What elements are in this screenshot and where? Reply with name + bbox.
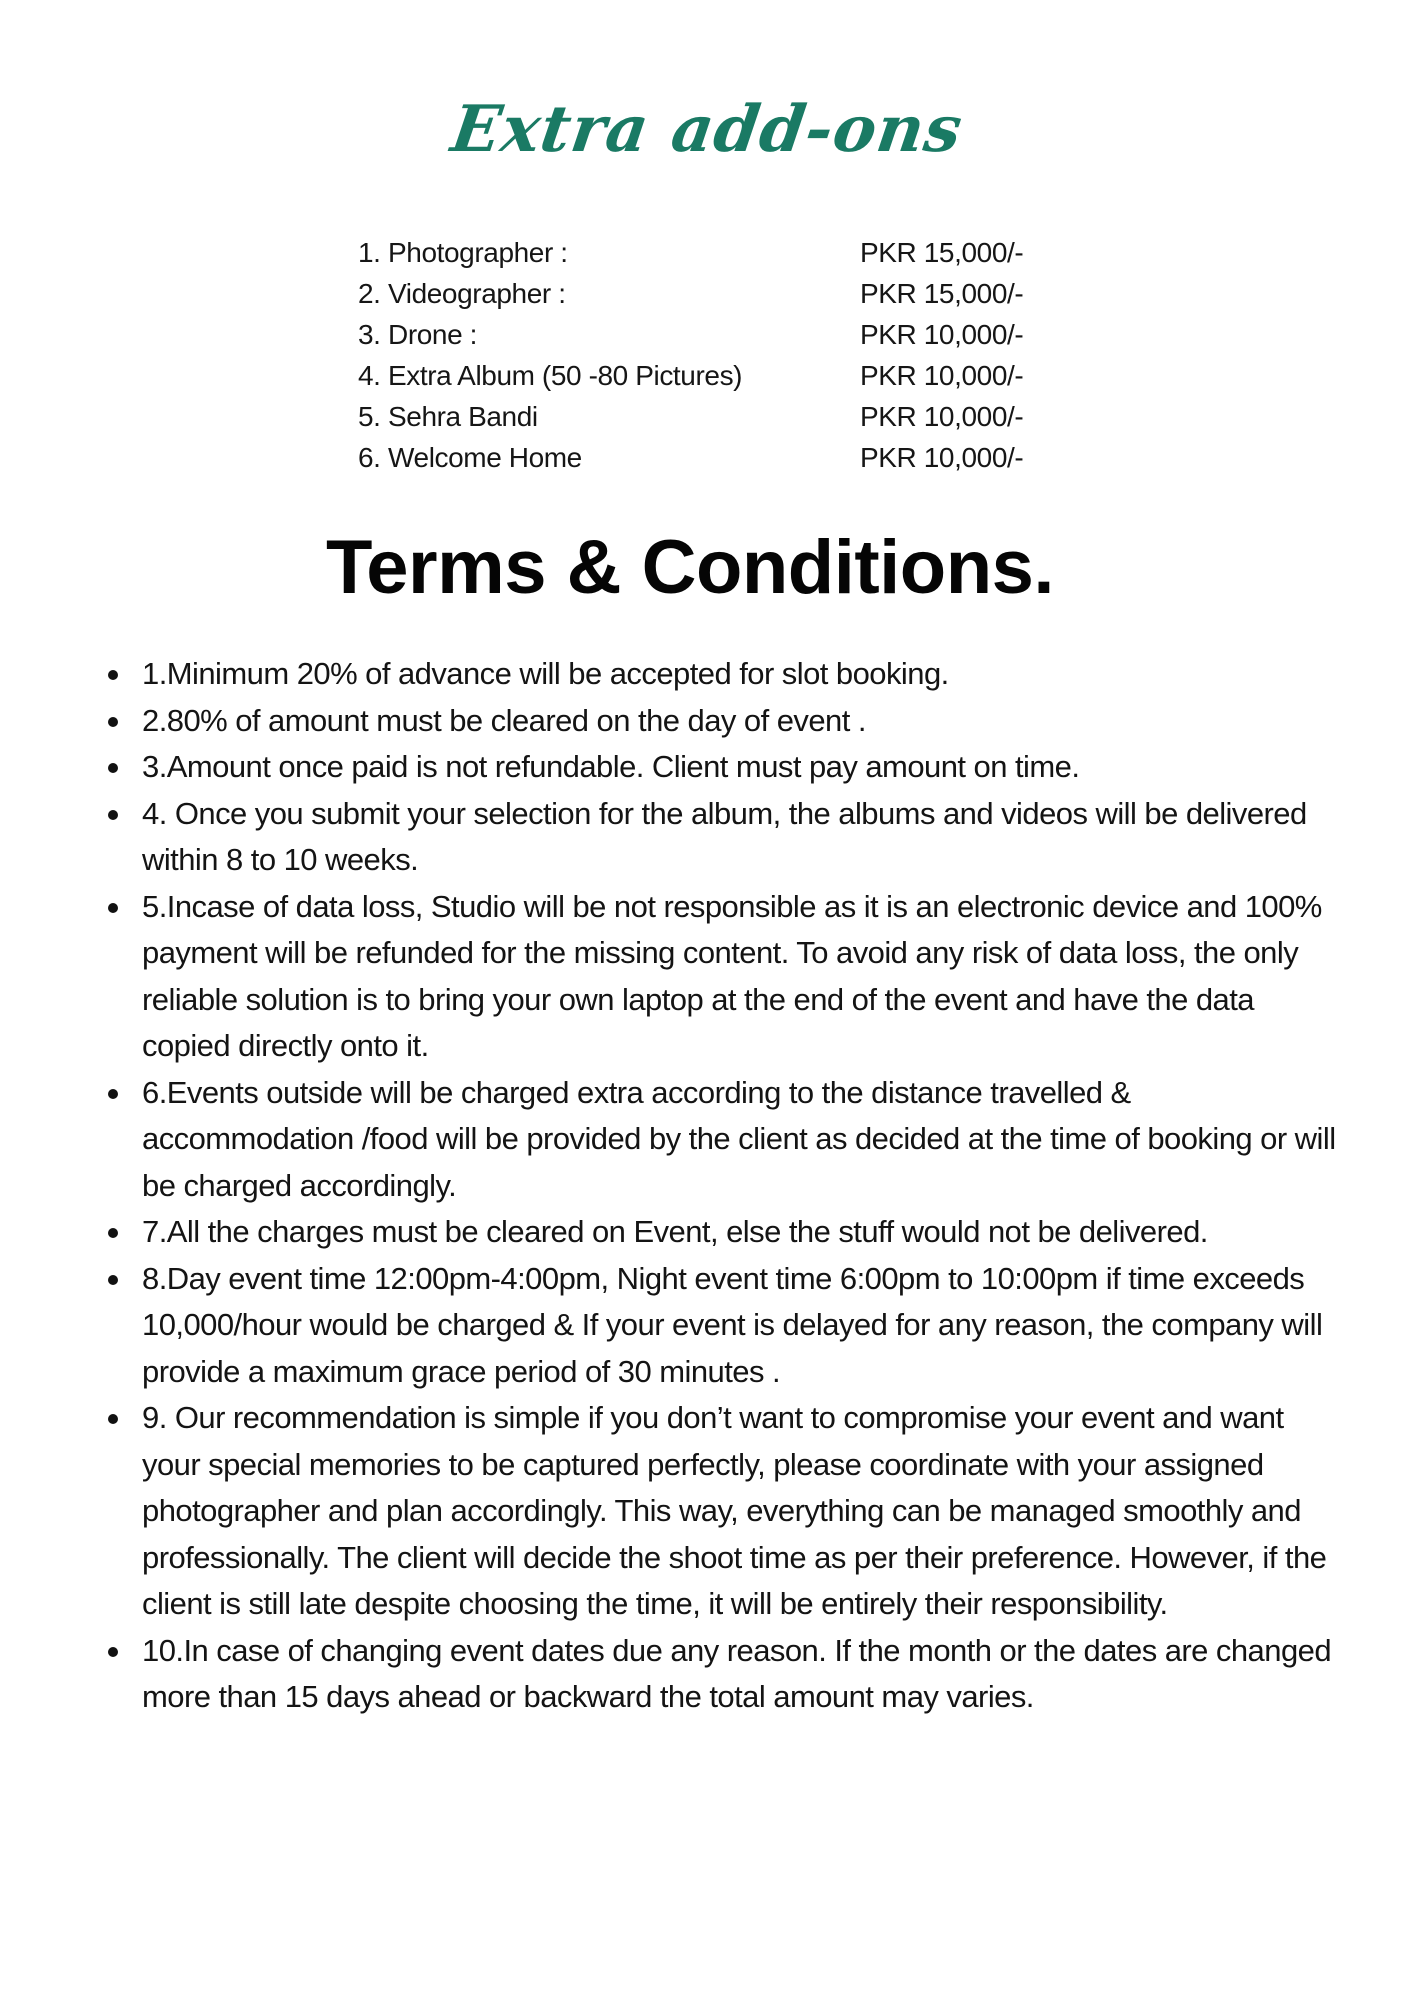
bullet-icon [108, 1275, 118, 1285]
addon-name: Sehra Bandi [388, 400, 538, 432]
terms-item-text: 3.Amount once paid is not refundable. Client must pay amount on time. [142, 749, 1080, 784]
bullet-icon [108, 810, 118, 820]
addon-price: PKR 10,000/- [860, 359, 1024, 391]
terms-item [108, 651, 1348, 698]
addon-price: PKR 15,000/- [860, 277, 1024, 309]
terms-item [108, 1628, 1348, 1721]
terms-item-text: 7.All the charges must be cleared on Event, else the stuff would not be delivered. [142, 1214, 1208, 1249]
bullet-icon [108, 1089, 118, 1099]
addon-name: Drone : [388, 318, 478, 350]
addon-price: PKR 15,000/- [860, 236, 1024, 268]
terms-item [108, 744, 1348, 791]
terms-item [108, 791, 1348, 884]
terms-item-text: 5.Incase of data loss, Studio will be not responsible as it is an electronic device and 100% payment will be refunded for the missing content. To avoid any risk of data loss, the only reliable solution is to bring your own laptop at the end of the event and have the data copied directly onto it. [142, 888, 1322, 1063]
addon-number: 5. [358, 400, 381, 432]
terms-item [108, 1209, 1348, 1256]
terms-item-text: 6.Events outside will be charged extra according to the distance travelled & accommodation /food will be provided by the client as decided at the time of booking or will be charged accordingly. [142, 1074, 1336, 1203]
addon-number: 3. [358, 318, 381, 350]
terms-item-text: 4. Once you submit your selection for the album, the albums and videos will be delivered within 8 to 10 weeks. [142, 795, 1307, 877]
terms-heading: Terms & Conditions. [325, 525, 1054, 610]
addon-item [358, 355, 1078, 396]
terms-item-text: 2.80% of amount must be cleared on the day of event . [142, 702, 866, 738]
bullet-icon [108, 903, 118, 913]
addons-list [358, 232, 1078, 478]
addon-name: Extra Album (50 -80 Pictures) [388, 359, 743, 391]
addon-name: Videographer : [388, 277, 566, 309]
addon-name: Welcome Home [388, 441, 582, 473]
addon-name: Photographer : [388, 236, 568, 268]
addon-item [358, 314, 1078, 355]
bullet-icon [108, 763, 118, 773]
addon-item [358, 437, 1078, 478]
addon-number: 1. [358, 236, 381, 268]
terms-item [108, 698, 1348, 745]
terms-item-text: 10.In case of changing event dates due any reason. If the month or the dates are changed more than 15 days ahead or backward the total amount may varies. [142, 1632, 1332, 1714]
terms-list [108, 651, 1348, 1721]
addon-item [358, 396, 1078, 437]
terms-item-text: 8.Day event time 12:00pm-4:00pm, Night event time 6:00pm to 10:00pm if time exceeds 10,000/hour would be charged & If your event is delayed for any reason, the company will provide a maximum grace period of 30 minutes . [142, 1260, 1323, 1389]
addon-number: 6. [358, 441, 381, 473]
bullet-icon [108, 670, 118, 680]
bullet-icon [108, 1647, 118, 1657]
addon-number: 2. [358, 277, 381, 309]
bullet-icon [108, 1228, 118, 1238]
addon-item [358, 232, 1078, 273]
terms-item [108, 1395, 1348, 1628]
bullet-icon [108, 717, 118, 727]
addon-item [358, 273, 1078, 314]
bullet-icon [108, 1414, 118, 1424]
terms-item [108, 1256, 1348, 1396]
terms-item-text: 9. Our recommendation is simple if you don’t want to compromise your event and want your special memories to be captured perfectly, please coordinate with your assigned photographer and plan accordingly. This way, everything can be managed smoothly and professionally. The client will decide the shoot time as per their preference. However, if the client is still late despite choosing the time, it will be entirely their responsibility. [142, 1400, 1327, 1621]
addon-price: PKR 10,000/- [860, 441, 1024, 473]
addon-number: 4. [358, 359, 381, 391]
terms-item [108, 1070, 1348, 1210]
addon-price: PKR 10,000/- [860, 400, 1024, 432]
terms-item [108, 884, 1348, 1070]
addons-heading: Extra add-ons [446, 92, 968, 167]
addon-price: PKR 10,000/- [860, 318, 1024, 350]
terms-item-text: 1.Minimum 20% of advance will be accepted for slot booking. [142, 656, 949, 691]
